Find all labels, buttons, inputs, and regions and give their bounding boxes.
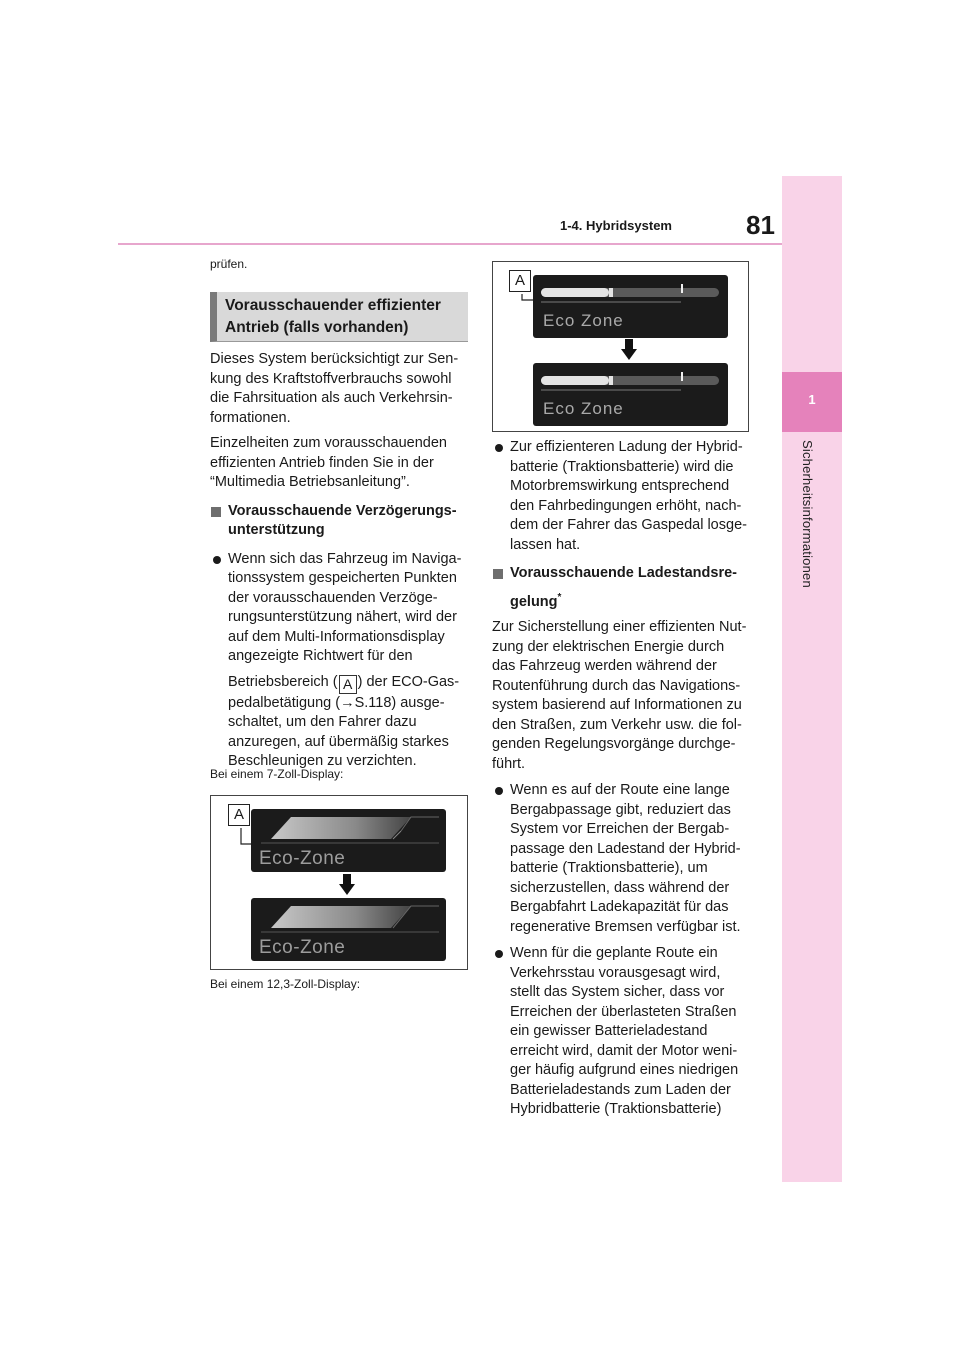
square-bullet-icon xyxy=(211,507,221,517)
caption-12-inch: Bei einem 12,3-Zoll-Display: xyxy=(210,977,361,991)
page-number: 81 xyxy=(746,210,775,240)
paragraph-2: Einzelheiten zum vorausschauenden effizienten Antrieb finden Sie in der “Multimedia Betriebsanleitung”. xyxy=(210,435,447,490)
figure-label-a: A xyxy=(509,270,531,292)
screen-bottom xyxy=(533,363,728,426)
bullet-dot-icon xyxy=(495,444,503,452)
bullet-bergab: Wenn es auf der Route eine lange Bergabpassage gibt, reduziert das System vor Erreichen der Bergab- passage den Ladestand der Hybrid- batterie (Traktionsbatterie), um sicherzustellen, dass während der Bergabfahrt Ladekapazität für das regenerative Bremsen verfügbar ist. xyxy=(492,781,754,937)
subhead-verzoegerung: Vorausschauende Verzögerungs- unterstützung xyxy=(210,502,472,541)
right-column xyxy=(492,438,754,1120)
screen-bottom xyxy=(251,898,446,961)
side-tab-number: 1 xyxy=(808,392,816,407)
intro-text: prüfen. xyxy=(210,257,248,271)
bullet-hybridbatterie: Zur effizienteren Ladung der Hybrid- batterie (Traktionsbatterie) wird die Motorbremswirkung entsprechend den Fahrbedingungen erhöht, nach- dem der Fahrer das Gaspedal losge- lassen hat. xyxy=(492,438,754,555)
header-section: 1-4. Hybridsystem xyxy=(560,218,672,233)
paragraph-3: Zur Sicherstellung einer effizienten Nut- zung der elektrischen Energie durch das Fahrzeug werden während der Routenführung durch das Navigations- system basierend auf Informationen zu den Straßen, zum Verkehr usw. die fol- genden Regelungsvorgänge durchge- führt. xyxy=(492,619,747,772)
down-arrow-icon xyxy=(621,339,637,361)
eco-zone-label-top: Eco-Zone xyxy=(259,848,346,869)
caption-7-inch: Bei einem 7-Zoll-Display: xyxy=(210,767,344,781)
screen-top xyxy=(533,275,728,338)
eco-zone-label-bottom: Eco Zone xyxy=(543,399,624,418)
section-title xyxy=(210,292,468,342)
square-bullet-icon xyxy=(493,569,503,579)
figure-label-a: A xyxy=(228,804,250,826)
paragraph-1: Dieses System berücksichtigt zur Sen- kung des Kraftstoffverbrauchs sowohl die Fahrsituation als auch Verkehrsin- formationen. xyxy=(210,351,459,426)
bullet-dot-icon xyxy=(213,556,221,564)
section-title-line-1: Vorausschauender effizienter xyxy=(225,297,441,314)
bullet-dot-icon xyxy=(495,950,503,958)
eco-zone-label-bottom: Eco-Zone xyxy=(259,937,346,958)
header-rule xyxy=(118,243,782,245)
bullet-dot-icon xyxy=(495,787,503,795)
figure-12-inch xyxy=(492,261,749,432)
side-tab-label: Sicherheitsinformationen xyxy=(800,440,815,588)
bullet-verkehrsstau: Wenn für die geplante Route ein Verkehrsstau vorausgesagt wird, stellt das System sicher, dass vor Erreichen der überlasteten Straßen ein gewisser Batterieladestand erreicht wird, damit der Motor weni- ger häufig aufgrund eines niedrigen Batterieladestands zum Laden der Hybridbatterie (Traktionsbatterie) xyxy=(492,944,754,1120)
label-a-badge: A xyxy=(339,675,357,694)
figure-7-inch xyxy=(210,795,468,970)
footnote-marker: * xyxy=(557,591,562,603)
subhead-ladestand: Vorausschauende Ladestandsre- gelung* xyxy=(492,564,754,612)
bullet-verzoegerung: Wenn sich das Fahrzeug im Naviga- tionssystem gespeicherten Punkten der vorausschauenden Verzöge- rungsunterstützung nähert, wird der auf dem Multi-Informationsdisplay angezeigte Richtwert für den Betriebsbereich ( A ) der ECO-Gas- pedalbetätigung (→S.118) ausge- schaltet, um den Fahrer dazu anzuregen, auf übermäßig starkes Beschleunigen zu verzichten. xyxy=(210,550,472,772)
screen-top xyxy=(251,809,446,872)
eco-zone-label-top: Eco Zone xyxy=(543,311,624,330)
section-title-line-2: Antrieb (falls vorhanden) xyxy=(225,319,409,336)
side-tab xyxy=(782,176,842,1182)
left-column xyxy=(210,350,472,772)
down-arrow-icon xyxy=(339,874,355,896)
